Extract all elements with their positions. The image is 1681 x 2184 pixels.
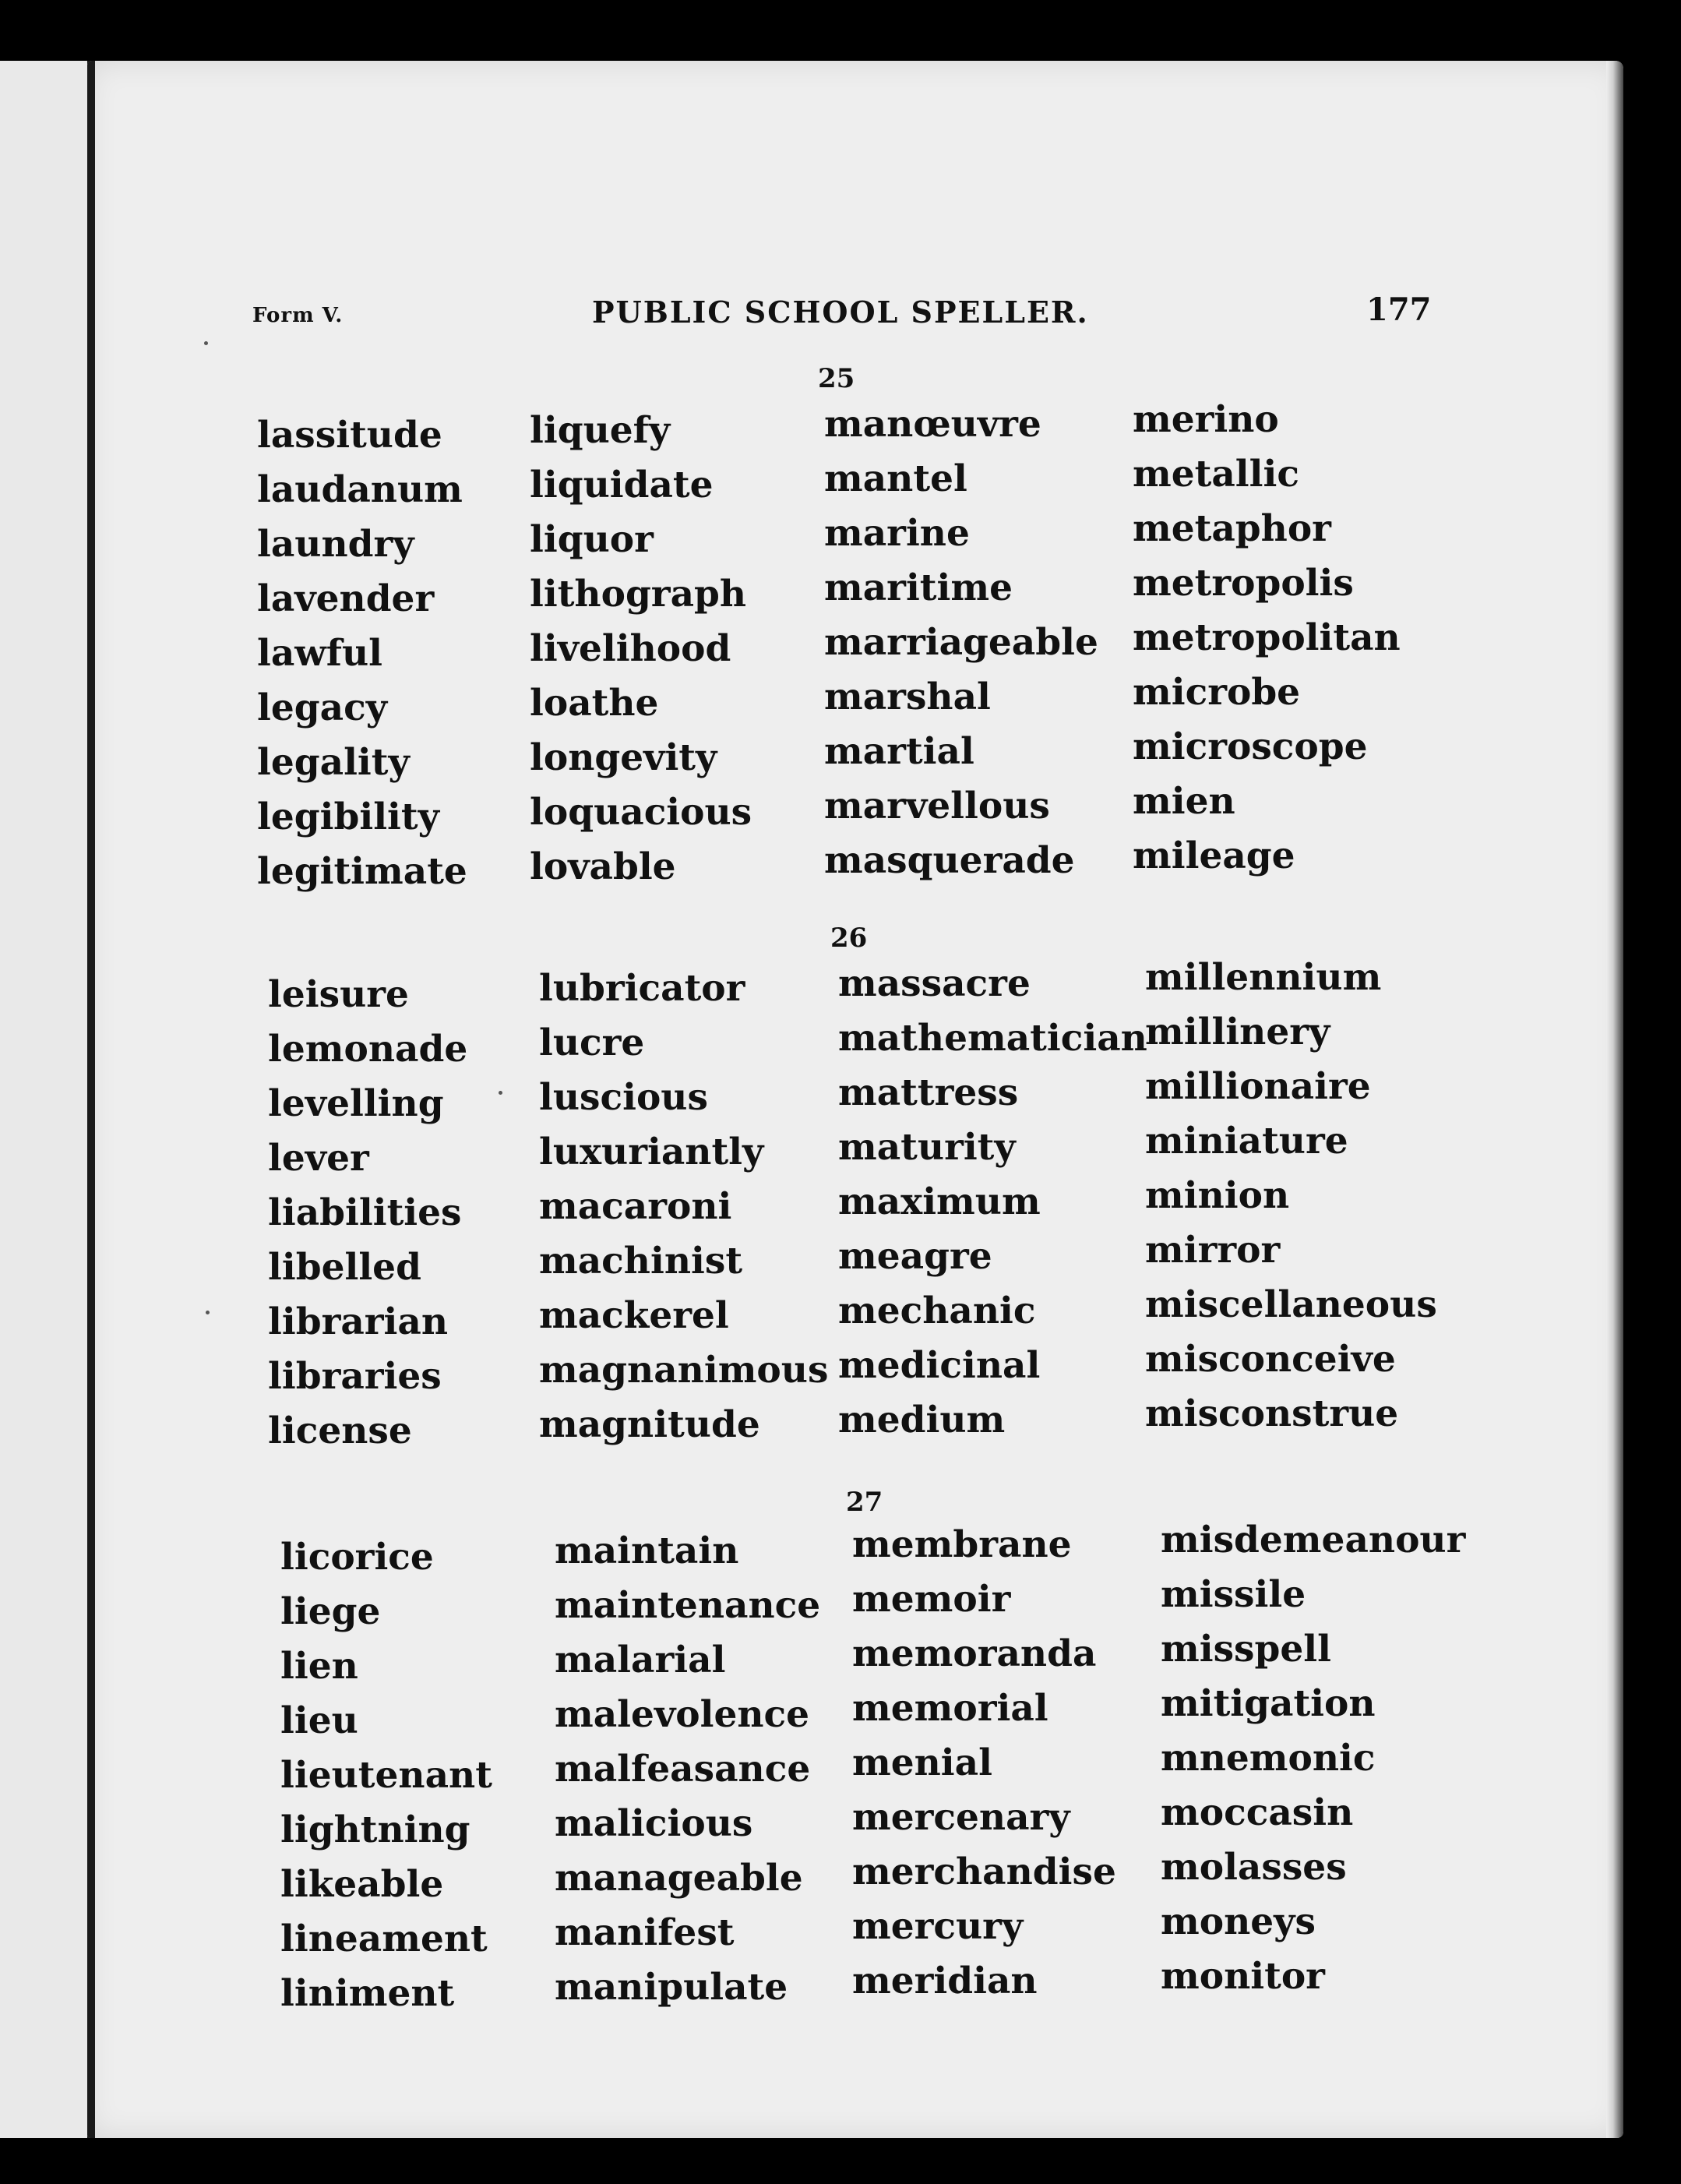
page-number: 177: [1366, 291, 1432, 328]
word-column-3: [852, 1518, 1116, 2009]
word: memoranda: [852, 1632, 1097, 1675]
word: mercury: [852, 1905, 1024, 1948]
word-column-4: [1145, 951, 1437, 1441]
word: metropolis: [1133, 562, 1354, 605]
word: malicious: [555, 1802, 753, 1845]
word: loathe: [530, 682, 659, 725]
word: misspell: [1161, 1628, 1331, 1671]
word: mantel: [824, 457, 967, 500]
word: levelling: [268, 1082, 444, 1125]
word: medicinal: [838, 1344, 1041, 1387]
word: laundry: [257, 523, 414, 566]
word: lineament: [280, 1918, 488, 1960]
word-column-2: [539, 961, 828, 1452]
word: merchandise: [852, 1851, 1116, 1893]
word: magnitude: [539, 1403, 760, 1446]
word: lemonade: [268, 1028, 468, 1071]
word: metaphor: [1133, 507, 1331, 550]
word: livelihood: [530, 627, 731, 670]
book-page: [87, 61, 1623, 2138]
word: misconceive: [1145, 1338, 1396, 1381]
word: loquacious: [530, 791, 752, 834]
word: mnemonic: [1161, 1737, 1376, 1780]
word: meagre: [838, 1235, 992, 1278]
word: manageable: [555, 1857, 803, 1900]
running-header: [87, 291, 1623, 341]
word: memoir: [852, 1578, 1011, 1621]
word: lithograph: [530, 573, 747, 616]
word: lovable: [530, 845, 676, 888]
word-column-1: [257, 408, 467, 899]
word: medium: [838, 1399, 1006, 1441]
word: lightning: [280, 1808, 470, 1851]
word: manœuvre: [824, 403, 1041, 446]
word: minion: [1145, 1174, 1290, 1217]
section-number: 27: [846, 1487, 883, 1518]
word: memorial: [852, 1687, 1048, 1730]
word: mileage: [1133, 834, 1295, 877]
word: liege: [280, 1590, 381, 1633]
word: molasses: [1161, 1846, 1347, 1889]
word-column-3: [824, 397, 1098, 888]
word: monitor: [1161, 1955, 1325, 1998]
word: lien: [280, 1645, 358, 1688]
word: legacy: [257, 686, 388, 729]
word: lawful: [257, 632, 383, 675]
word: maintenance: [555, 1584, 821, 1627]
form-label: Form V.: [252, 304, 344, 327]
word: malarial: [555, 1639, 726, 1681]
word: longevity: [530, 736, 717, 779]
word: mechanic: [838, 1290, 1036, 1332]
word: likeable: [280, 1863, 444, 1906]
word: luscious: [539, 1076, 708, 1119]
word: metropolitan: [1133, 616, 1401, 659]
word: merino: [1133, 398, 1279, 441]
word: misconstrue: [1145, 1392, 1399, 1435]
word: libelled: [268, 1246, 421, 1289]
word: mien: [1133, 780, 1235, 823]
word: missile: [1161, 1573, 1306, 1616]
word: moccasin: [1161, 1791, 1354, 1834]
word: manipulate: [555, 1966, 788, 2009]
word: metallic: [1133, 453, 1299, 496]
word: membrane: [852, 1523, 1072, 1566]
word: legality: [257, 741, 410, 784]
word: lubricator: [539, 967, 745, 1010]
word: libraries: [268, 1355, 442, 1398]
word: leisure: [268, 973, 409, 1016]
word: misdemeanour: [1161, 1519, 1466, 1561]
word: marine: [824, 512, 970, 555]
word: manifest: [555, 1911, 735, 1954]
word: maximum: [838, 1180, 1041, 1223]
word-column-4: [1133, 393, 1401, 884]
word-column-2: [555, 1524, 820, 2015]
word: marriageable: [824, 621, 1098, 664]
word: microscope: [1133, 725, 1368, 768]
word: maintain: [555, 1530, 739, 1572]
section-number: 26: [830, 923, 868, 954]
word: mercenary: [852, 1796, 1070, 1839]
word: millinery: [1145, 1011, 1330, 1053]
word: marvellous: [824, 785, 1050, 827]
word: marshal: [824, 676, 991, 718]
word: lieutenant: [280, 1754, 492, 1797]
word: mitigation: [1161, 1682, 1376, 1725]
word: microbe: [1133, 671, 1301, 714]
word: mathematician: [838, 1017, 1147, 1060]
word: license: [268, 1410, 412, 1452]
page-right-edge: [1606, 61, 1623, 2138]
word-column-3: [838, 957, 1147, 1448]
word: mattress: [838, 1071, 1019, 1114]
word: legibility: [257, 796, 439, 838]
word: lavender: [257, 577, 435, 620]
word: miscellaneous: [1145, 1283, 1437, 1326]
word: maritime: [824, 566, 1013, 609]
word: mackerel: [539, 1294, 729, 1337]
word: martial: [824, 730, 974, 773]
word: laudanum: [257, 468, 463, 511]
word: librarian: [268, 1300, 449, 1343]
word: luxuriantly: [539, 1131, 764, 1173]
facing-page-edge: [0, 61, 92, 2138]
word: malfeasance: [555, 1748, 811, 1791]
word: malevolence: [555, 1693, 810, 1736]
word: legitimate: [257, 850, 467, 893]
print-speck: [206, 1311, 210, 1314]
word: magnanimous: [539, 1349, 829, 1392]
word: masquerade: [824, 839, 1075, 882]
word: millionaire: [1145, 1065, 1371, 1108]
word: machinist: [539, 1240, 743, 1283]
page-gutter: [87, 61, 95, 2138]
word: licorice: [280, 1536, 434, 1579]
section-number: 25: [818, 363, 855, 394]
word: lieu: [280, 1699, 358, 1742]
word: miniature: [1145, 1120, 1348, 1163]
word: lassitude: [257, 414, 442, 457]
word-column-1: [280, 1530, 492, 2021]
word-column-4: [1161, 1513, 1465, 2004]
word: lever: [268, 1137, 369, 1180]
word: liabilities: [268, 1191, 462, 1234]
word-column-1: [268, 968, 467, 1459]
word: liquidate: [530, 464, 714, 506]
word: macaroni: [539, 1185, 732, 1228]
word: liniment: [280, 1972, 455, 2015]
word: lucre: [539, 1021, 645, 1064]
word: millennium: [1145, 956, 1382, 999]
word: menial: [852, 1741, 992, 1784]
word: meridian: [852, 1960, 1038, 2002]
word: mirror: [1145, 1229, 1281, 1272]
word: massacre: [838, 962, 1031, 1005]
word: liquefy: [530, 409, 671, 452]
print-speck: [499, 1091, 502, 1095]
book-title: PUBLIC SCHOOL SPELLER.: [592, 295, 1089, 330]
word: maturity: [838, 1126, 1016, 1169]
print-speck: [204, 341, 208, 345]
word: liquor: [530, 518, 654, 561]
word-column-2: [530, 404, 752, 894]
word: moneys: [1161, 1900, 1316, 1943]
